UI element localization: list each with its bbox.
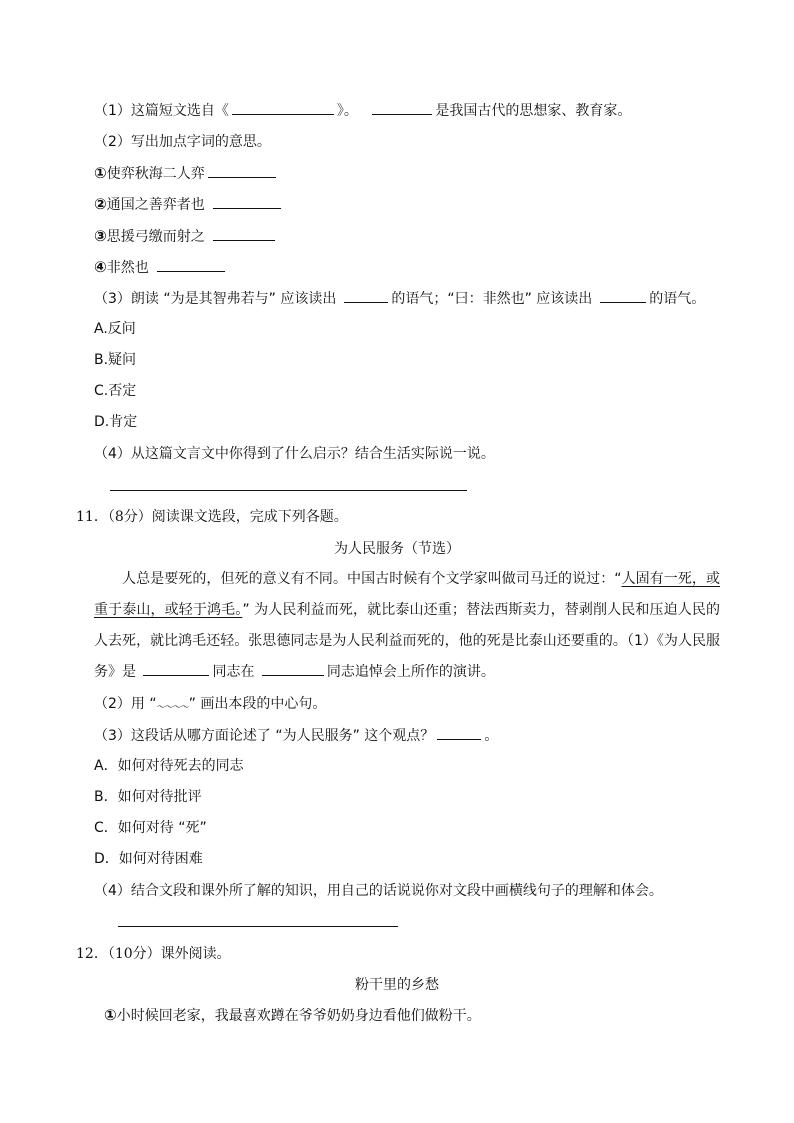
answer-line-q11[interactable] bbox=[118, 926, 398, 927]
q11-part2-a: （2）用 “ bbox=[94, 696, 157, 712]
q10-part3-b: 的语气；“曰：非然也” 应该读出 bbox=[391, 291, 593, 307]
q11-part3-b: 。 bbox=[484, 728, 499, 744]
circle-number-4: ④ bbox=[94, 258, 107, 276]
q10-part4: （4）从这篇文言文中你得到了什么启示？结合生活实际说一说。 bbox=[94, 446, 495, 462]
option-d[interactable]: D．如何对待困难 bbox=[94, 851, 203, 867]
q10-item-4 bbox=[94, 257, 228, 277]
q12-paragraph-text: 小时候回老家，我最喜欢蹲在爷爷奶奶身边看他们做粉干。 bbox=[116, 1008, 481, 1024]
q10-part2: （2）写出加点字词的意思。 bbox=[94, 134, 271, 150]
passage-text-d: 同志追悼会上所作的演讲。 bbox=[326, 664, 495, 680]
option-b[interactable]: B.疑问 bbox=[94, 352, 137, 368]
aspect-blank[interactable] bbox=[437, 725, 481, 740]
answer-line-q10[interactable] bbox=[110, 490, 467, 491]
q10-item-1 bbox=[94, 163, 279, 183]
q11-part3-a: （3）这段话从哪方面论述了 “为人民服务” 这个观点？ bbox=[94, 728, 435, 744]
q10-part3-a: （3）朗读 “为是其智弗若与” 应该读出 bbox=[94, 291, 337, 307]
q10-part1-middle: 》。 bbox=[336, 103, 358, 119]
author-blank[interactable] bbox=[372, 100, 432, 115]
q10-part1-prefix: （1）这篇短文选自《 bbox=[94, 103, 229, 119]
meaning-blank-4[interactable] bbox=[157, 257, 225, 272]
q10-part1-suffix: 是我国古代的思想家、教育家。 bbox=[435, 103, 632, 119]
item-text: 思援弓缴而射之 bbox=[106, 229, 205, 245]
q10-item-2 bbox=[94, 194, 284, 214]
q10-part3-c: 的语气。 bbox=[649, 291, 706, 307]
wavy-line-sample: ～～～～ bbox=[156, 703, 189, 713]
memorial-blank[interactable] bbox=[262, 661, 324, 676]
q12-title: 粉干里的乡愁 bbox=[355, 977, 439, 993]
q11-part4: （4）结合文段和课外所了解的知识，用自己的话说说你对文段中画横线句子的理解和体会。 bbox=[94, 883, 663, 899]
circle-number-1: ① bbox=[94, 164, 107, 182]
speaker-blank[interactable] bbox=[143, 661, 209, 676]
tone-blank-2[interactable] bbox=[600, 288, 646, 303]
tone-blank-1[interactable] bbox=[344, 288, 388, 303]
circle-number-3: ③ bbox=[94, 227, 107, 245]
underlined-sentence: 人固有一死，或重于泰山，或轻于鸿毛。 bbox=[94, 571, 720, 618]
circle-number-1: ① bbox=[104, 1006, 117, 1024]
item-text: 非然也 bbox=[106, 260, 149, 276]
option-c[interactable]: C．如何对待 “死” bbox=[94, 820, 207, 836]
item-text: 使弈秋海二人弈 bbox=[106, 166, 205, 182]
source-blank[interactable] bbox=[232, 100, 334, 115]
q12-paragraph-1 bbox=[104, 1005, 481, 1025]
q10-part3 bbox=[94, 288, 705, 308]
passage-text-a: 人总是要死的，但死的意义有不同。中国古时候有个文学家叫做司马迁的说过：“ bbox=[122, 571, 622, 587]
passage-text-c: 同志在 bbox=[212, 664, 255, 680]
q10-item-3 bbox=[94, 226, 278, 246]
q11-passage bbox=[94, 564, 720, 688]
option-d[interactable]: D.肯定 bbox=[94, 414, 138, 430]
option-b[interactable]: B．如何对待批评 bbox=[94, 789, 202, 805]
q12-header: 12．（10分）课外阅读。 bbox=[76, 946, 231, 962]
option-a[interactable]: A.反问 bbox=[94, 321, 136, 337]
q11-part2 bbox=[94, 694, 326, 714]
option-a[interactable]: A．如何对待死去的同志 bbox=[94, 758, 244, 774]
passage-text-b: ” 为人民利益而死，就比泰山还重；替法西斯卖力，替剥削人民和压迫人民的人去死，就比鸿毛还轻。张思德同志是为人民利益而死的，他的死是比泰山还要重的。（1）《为人民服务》是 bbox=[94, 602, 721, 680]
q10-part1 bbox=[94, 100, 631, 120]
q11-part2-b: ” 画出本段的中心句。 bbox=[188, 696, 327, 712]
meaning-blank-3[interactable] bbox=[213, 226, 275, 241]
meaning-blank-2[interactable] bbox=[213, 194, 281, 209]
q11-part3 bbox=[94, 725, 498, 745]
circle-number-2: ② bbox=[94, 195, 107, 213]
option-c[interactable]: C.否定 bbox=[94, 383, 137, 399]
q11-title: 为人民服务（节选） bbox=[334, 541, 460, 557]
q11-header: 11．（8分）阅读课文选段，完成下列各题。 bbox=[76, 509, 348, 525]
item-text: 通国之善弈者也 bbox=[106, 197, 205, 213]
meaning-blank-1[interactable] bbox=[208, 163, 276, 178]
